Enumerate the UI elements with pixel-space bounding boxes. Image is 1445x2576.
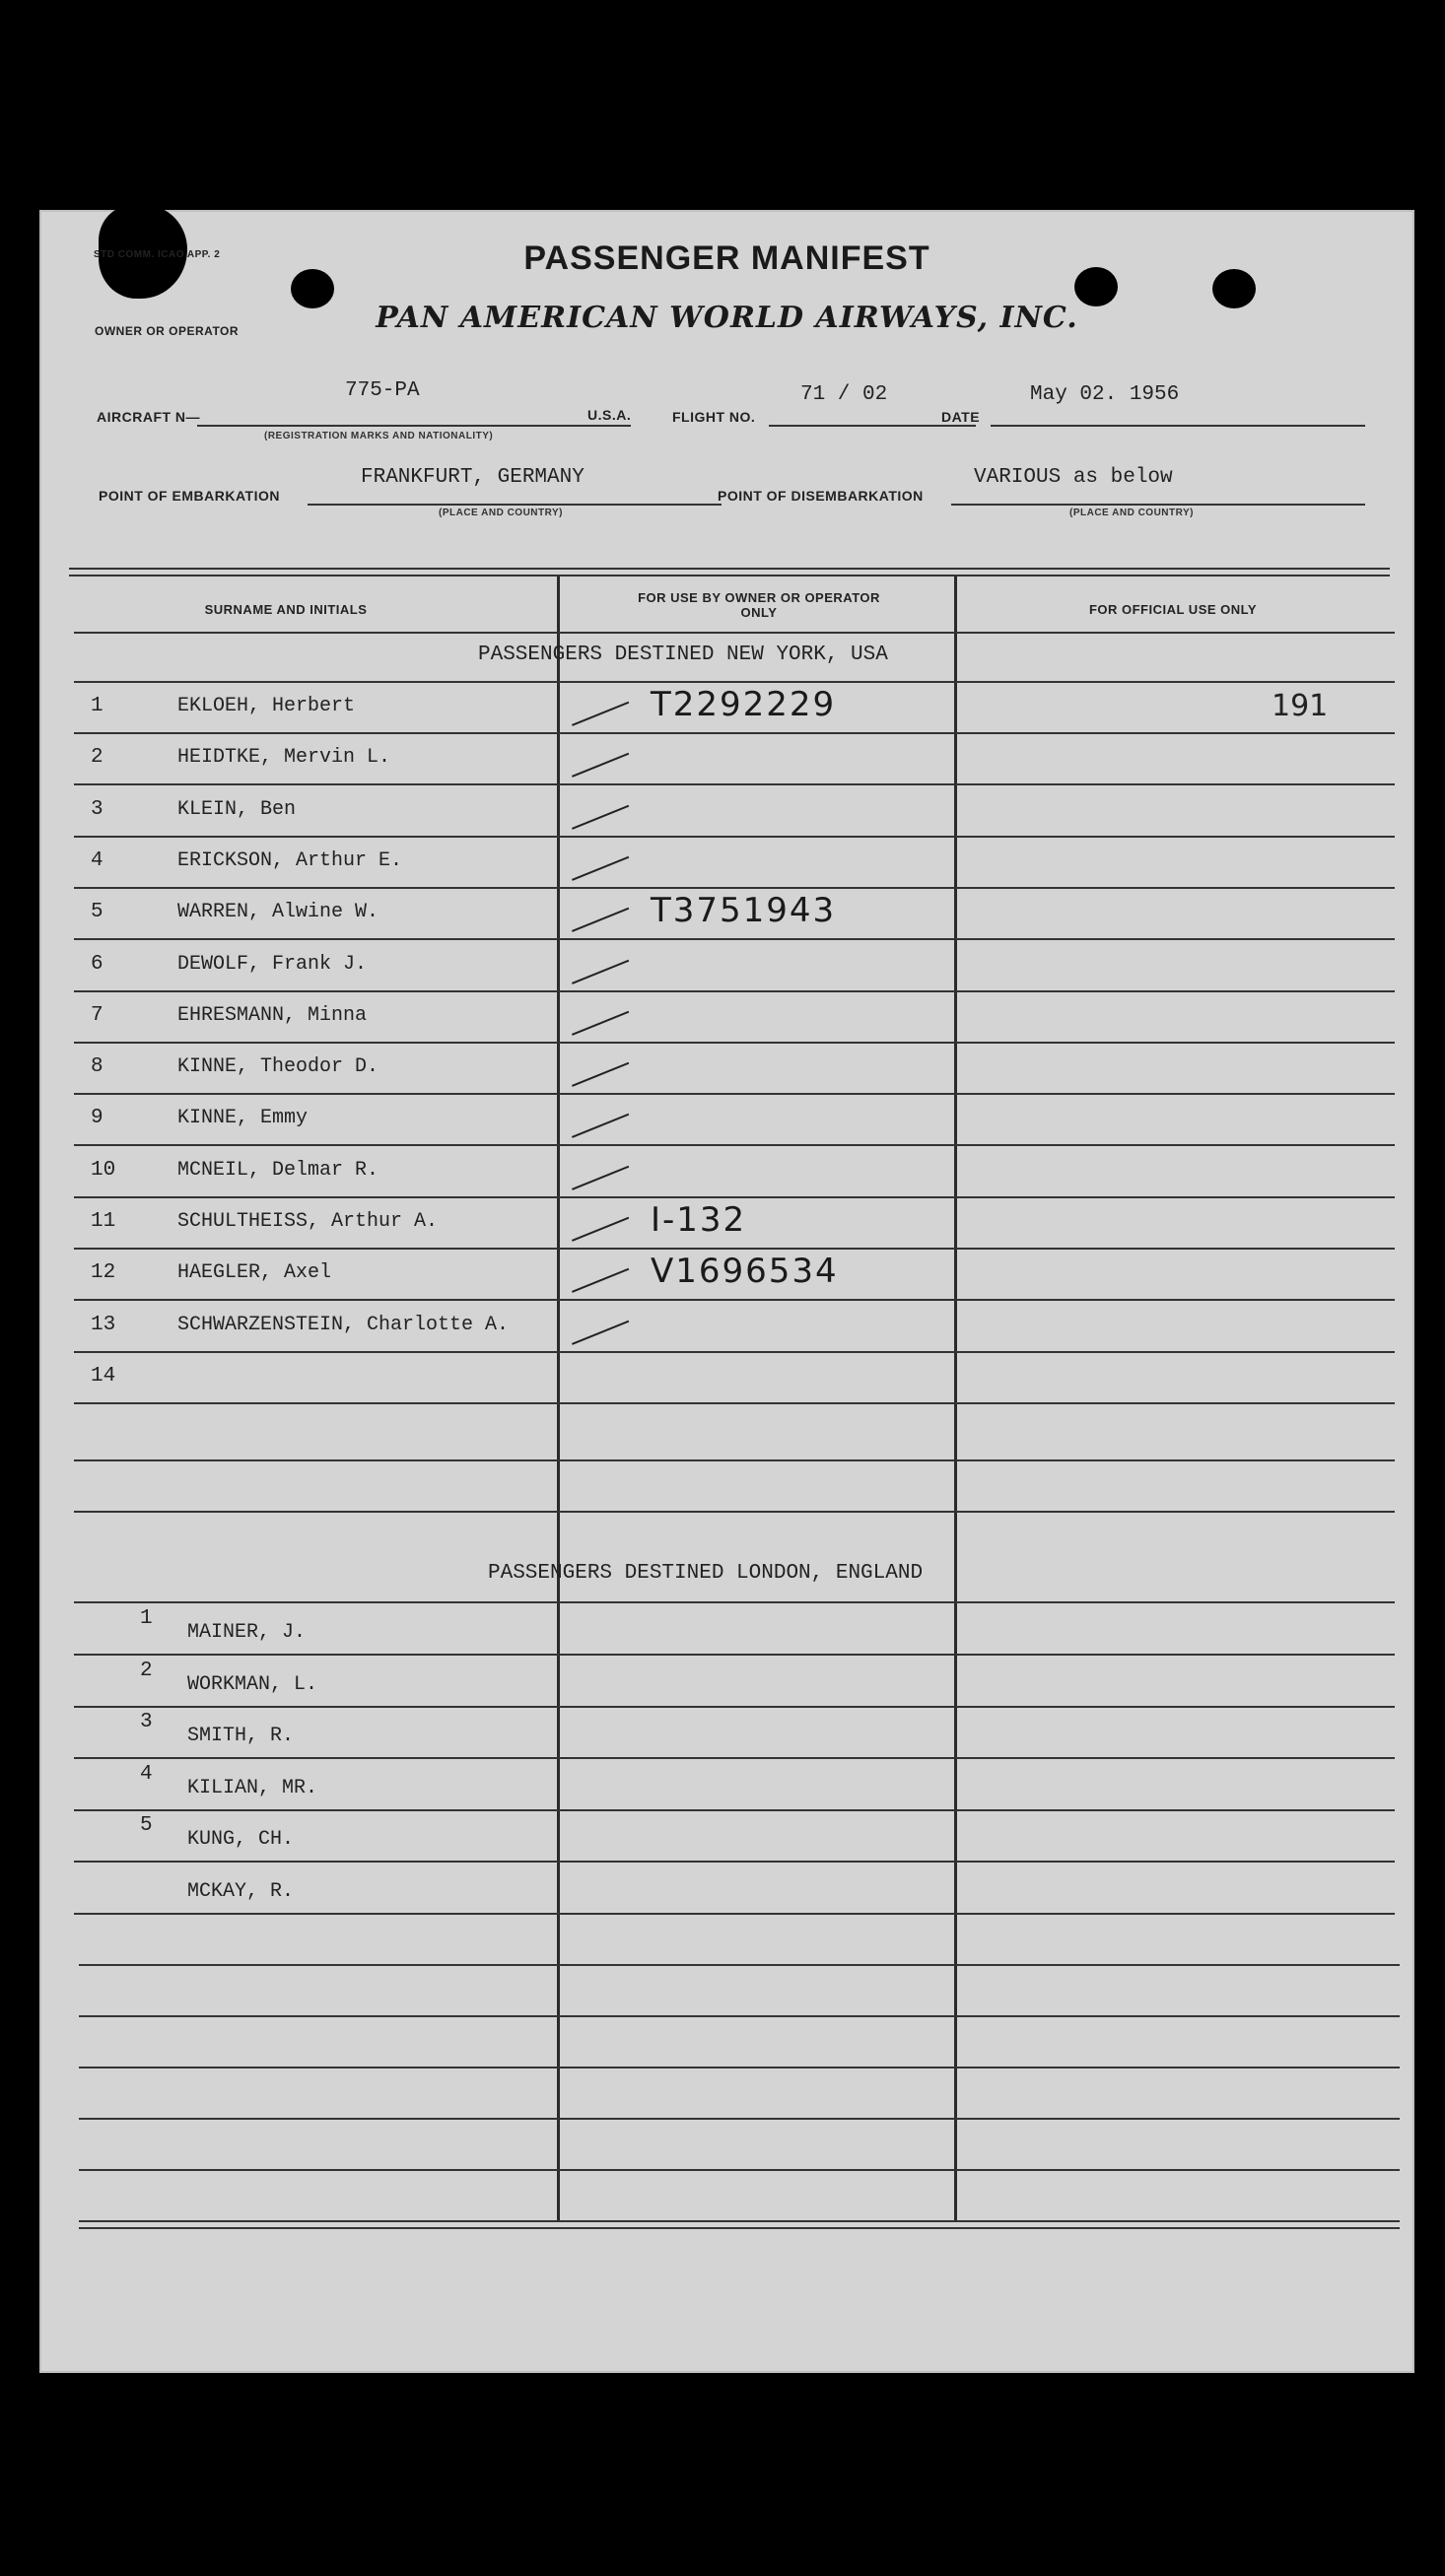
passenger-name: KINNE, Theodor D. [177,1055,379,1079]
passenger-name: MCNEIL, Delmar R. [177,1158,379,1182]
table-row [79,838,1395,889]
passenger-name: KLEIN, Ben [177,797,297,821]
row-number: 14 [91,1364,116,1388]
passenger-name: SCHULTHEISS, Arthur A. [177,1210,439,1233]
row-rule [79,2015,1400,2017]
passenger-name: KUNG, CH. [187,1828,295,1851]
passenger-name: SCHWARZENSTEIN, Charlotte A. [177,1313,510,1336]
table-row [79,1353,1395,1404]
handwritten-note: I-132 [651,1200,747,1240]
table-row [79,1707,1395,1758]
aircraft-underline [197,425,631,427]
passenger-name: HAEGLER, Axel [177,1261,332,1285]
row-number: 2 [140,1659,153,1682]
table-row [79,1044,1395,1095]
check-mark [572,1011,629,1036]
aircraft-value: 775-PA [345,379,420,402]
table-row [79,1810,1395,1862]
check-mark [572,1268,629,1293]
header-rule [74,632,1395,634]
embarkation-caption: (PLACE AND COUNTRY) [439,508,563,518]
check-mark [572,702,629,726]
manifest-sheet [39,210,1414,2373]
page-title: PASSENGER MANIFEST [523,239,930,277]
table-row [79,1095,1395,1146]
row-number: 2 [91,746,103,770]
table-row [79,1656,1395,1707]
row-rule [74,1459,1395,1461]
table-row [79,734,1395,785]
form-code: STD COMM. ICAO APP. 2 [94,249,221,260]
passenger-name: ERICKSON, Arthur E. [177,848,403,872]
check-mark [572,908,629,932]
row-number: 4 [91,848,103,872]
row-number: 4 [140,1762,153,1786]
row-number: 3 [140,1711,153,1733]
flight-label: FLIGHT NO. [672,409,756,425]
row-number: 3 [91,797,103,821]
aircraft-caption: (REGISTRATION MARKS AND NATIONALITY) [264,431,494,441]
date-label: DATE [941,409,981,425]
embarkation-underline [308,504,722,506]
disembarkation-caption: (PLACE AND COUNTRY) [1069,508,1194,518]
embarkation-value: FRANKFURT, GERMANY [361,466,585,489]
check-mark [572,804,629,829]
aircraft-label: AIRCRAFT N— [97,409,201,425]
owner-label: OWNER OR OPERATOR [95,324,240,338]
check-mark [572,959,629,983]
section-heading-london: PASSENGERS DESTINED LONDON, ENGLAND [488,1562,924,1585]
row-number: 12 [91,1261,116,1285]
passenger-name: KINNE, Emmy [177,1107,309,1130]
check-mark [572,1062,629,1087]
check-mark [572,1165,629,1189]
table-row [79,1603,1395,1655]
check-mark [572,1320,629,1344]
row-rule [74,1402,1395,1404]
row-number: 7 [91,1003,103,1027]
passenger-name: EHRESMANN, Minna [177,1003,368,1027]
table-top-rule [69,568,1390,576]
table-row [79,683,1395,734]
row-rule [74,1913,1395,1915]
handwritten-note: V1696534 [651,1252,839,1292]
row-number: 9 [91,1107,103,1130]
flight-value: 71 / 02 [800,383,888,406]
date-underline [991,425,1365,427]
col-owner-use: FOR USE BY OWNER OR OPERATOR ONLY [638,590,880,620]
passenger-name: KILIAN, MR. [187,1776,318,1799]
row-rule [79,1964,1400,1966]
row-number: 5 [140,1814,153,1837]
passenger-name: MCKAY, R. [187,1879,295,1903]
passenger-name: WORKMAN, L. [187,1672,318,1696]
row-number: 1 [140,1607,153,1630]
passenger-name: WARREN, Alwine W. [177,901,379,924]
section-heading-ny: PASSENGERS DESTINED NEW YORK, USA [478,644,888,666]
disembarkation-label: POINT OF DISEMBARKATION [718,488,924,504]
table-row [79,1759,1395,1810]
check-mark [572,753,629,778]
col-surname: SURNAME AND INITIALS [204,602,368,617]
check-mark [572,1114,629,1138]
check-mark [572,856,629,881]
row-number: 5 [91,901,103,924]
row-rule [79,2118,1400,2120]
passenger-name: HEIDTKE, Mervin L. [177,746,391,770]
table-row [79,1198,1395,1250]
handwritten-note: T3751943 [651,891,837,931]
disembarkation-underline [951,504,1365,506]
row-rule [79,2169,1400,2171]
table-row [79,1302,1395,1353]
airline-name: PAN AMERICAN WORLD AIRWAYS, INC. [376,301,1078,335]
table-row [79,889,1395,940]
table-row [79,1147,1395,1198]
row-number: 1 [91,695,103,717]
table-row [79,786,1395,838]
check-mark [572,1217,629,1242]
row-number: 8 [91,1055,103,1079]
flight-underline [769,425,976,427]
row-number: 11 [91,1210,116,1233]
table-bottom-rule [79,2220,1400,2229]
passenger-name: SMITH, R. [187,1725,295,1747]
row-number: 10 [91,1158,116,1182]
row-number: 13 [91,1313,116,1336]
official-mark: 191 [1272,689,1329,723]
passenger-name: DEWOLF, Frank J. [177,952,368,976]
embarkation-label: POINT OF EMBARKATION [99,488,280,504]
row-rule [79,2067,1400,2068]
disembarkation-value: VARIOUS as below [974,466,1173,489]
row-rule [74,1511,1395,1513]
passenger-name: EKLOEH, Herbert [177,695,356,717]
table-row [79,992,1395,1044]
date-value: May 02. 1956 [1030,383,1180,406]
table-row [79,941,1395,992]
usa-label: U.S.A. [587,407,632,423]
handwritten-note: T2292229 [651,685,837,724]
table-row [79,1250,1395,1301]
row-number: 6 [91,952,103,976]
col-official-use: FOR OFFICIAL USE ONLY [1088,602,1258,617]
table-row [79,1863,1395,1914]
passenger-name: MAINER, J. [187,1621,307,1644]
